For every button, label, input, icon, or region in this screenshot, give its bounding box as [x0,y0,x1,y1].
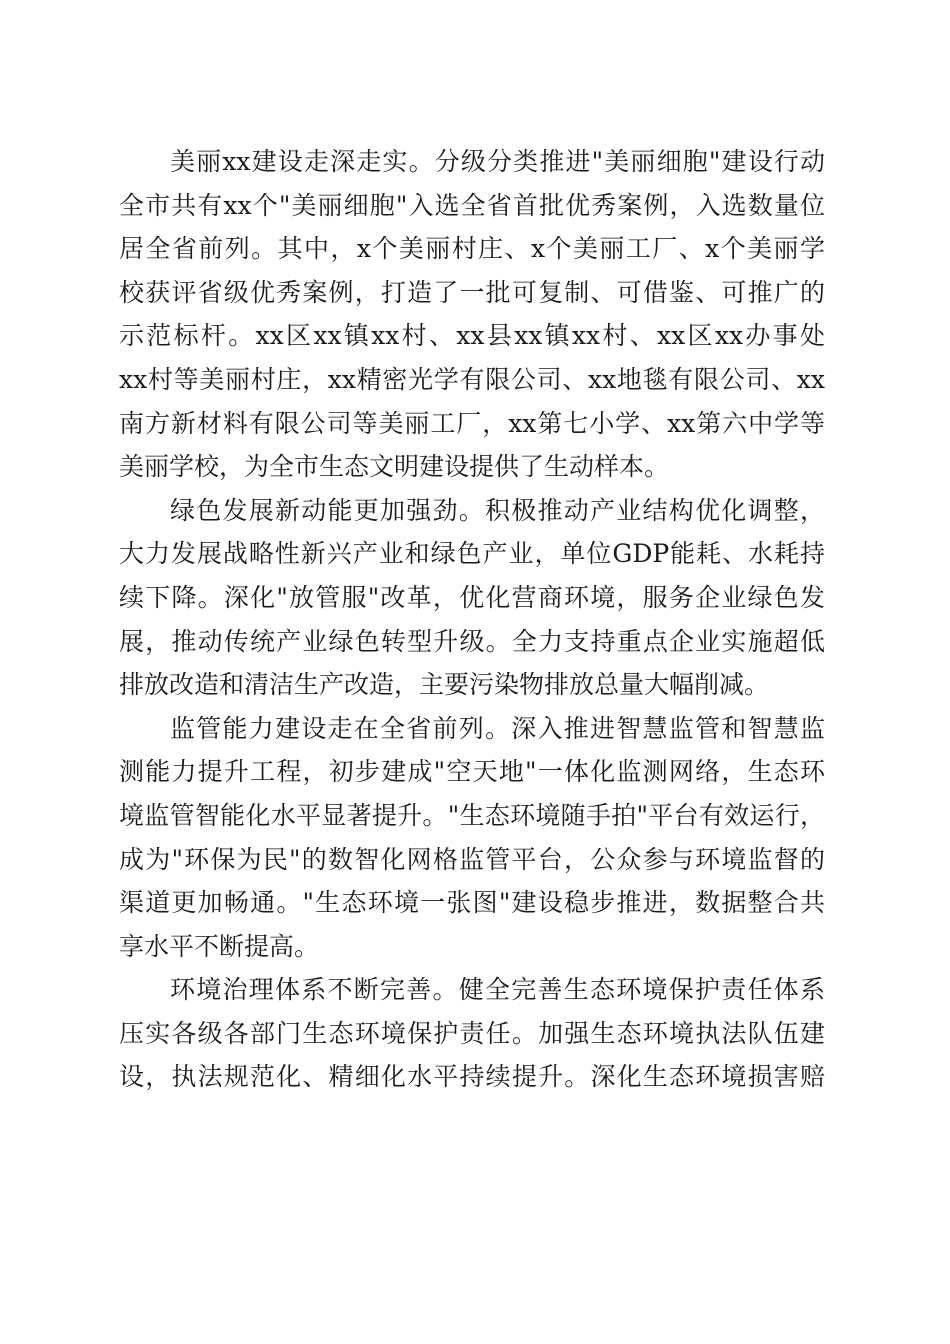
text-line: 美丽xx建设走深走实。分级分类推进"美丽细胞"建设行动 [170,147,825,176]
text-line: 美丽学校，为全市生态文明建设提供了生动样本。 [119,452,670,482]
text-line: 大力发展战略性新兴产业和绿色产业，单位GDP能耗、水耗持 [119,539,825,569]
text-line: 排放改造和清洁生产改造，主要污染物排放总量大幅削减。 [119,670,770,700]
text-line: 成为"环保为民"的数智化网格监管平台，公众参与环境监督的 [119,844,825,874]
text-line: 境监管智能化水平显著提升。"生态环境随手拍"平台有效运行， [119,800,825,830]
text-line: 监管能力建设走在全省前列。深入推进智慧监管和智慧监 [170,713,825,743]
text-line: 享水平不断提高。 [119,931,320,961]
paragraph-supervision-capacity [119,707,825,969]
text-line: 设，执法规范化、精细化水平持续提升。深化生态环境损害赔 [119,1062,825,1092]
text-line: xx村等美丽村庄，xx精密光学有限公司、xx地毯有限公司、xx [119,364,825,394]
text-line: 南方新材料有限公司等美丽工厂，xx第七小学、xx第六中学等 [119,408,825,438]
paragraph-green-development [119,489,825,707]
text-line: 压实各级各部门生态环境保护责任。加强生态环境执法队伍建 [119,1018,825,1048]
paragraph-governance-system [119,968,825,1099]
text-line: 居全省前列。其中，x个美丽村庄、x个美丽工厂、x个美丽学 [119,234,825,264]
text-line: 渠道更加畅通。"生态环境一张图"建设稳步推进，数据整合共 [119,888,825,918]
text-line: 测能力提升工程，初步建成"空天地"一体化监测网络，生态环 [119,757,825,787]
paragraph-beautiful-construction [119,140,825,489]
text-line: 环境治理体系不断完善。健全完善生态环境保护责任体系 [170,975,825,1005]
text-line: 全市共有xx个"美丽细胞"入选全省首批优秀案例，入选数量位 [119,190,825,220]
document-body [119,140,825,1099]
text-line: 示范标杆。xx区xx镇xx村、xx县xx镇xx村、xx区xx办事处 [119,321,825,351]
text-line: 续下降。深化"放管服"改革，优化营商环境，服务企业绿色发 [119,582,825,612]
text-line: 展，推动传统产业绿色转型升级。全力支持重点企业实施超低 [119,626,825,656]
text-line: 校获评省级优秀案例，打造了一批可复制、可借鉴、可推广的 [119,277,825,307]
text-line: 绿色发展新动能更加强劲。积极推动产业结构优化调整， [170,495,825,525]
